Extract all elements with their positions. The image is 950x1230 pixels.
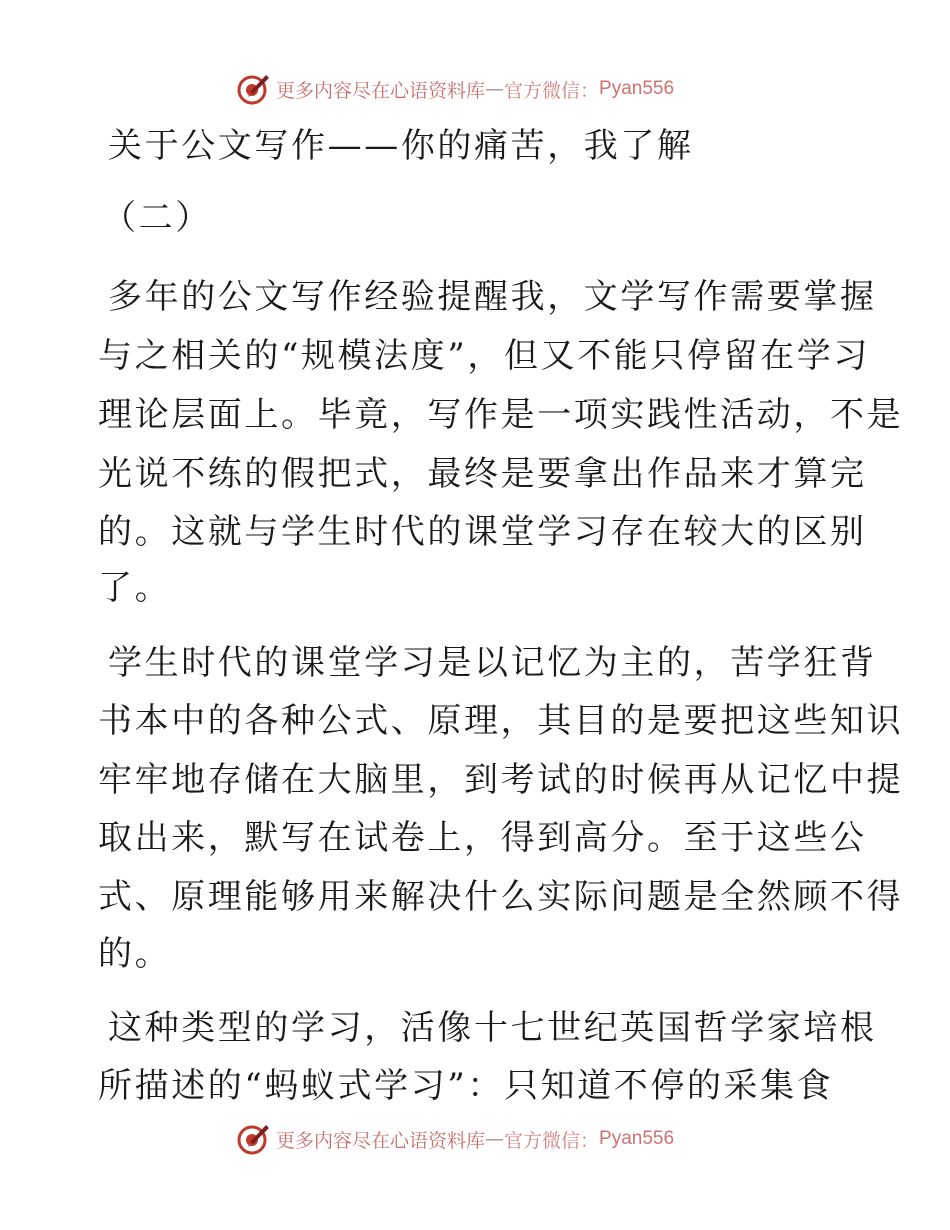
paragraph-2-line-6: 的。 bbox=[98, 934, 172, 974]
paragraph-1-line-3: 理论层面上。毕竟，写作是一项实践性活动，不是 bbox=[98, 395, 904, 435]
watermark-library-text: 更多内容尽在心语资料库 bbox=[276, 79, 486, 102]
paragraph-1-line-6: 了。 bbox=[98, 568, 172, 608]
watermark-dash: — bbox=[485, 1128, 505, 1150]
paragraph-1-line-1: 多年的公文写作经验提醒我，文学写作需要掌握 bbox=[108, 277, 877, 317]
watermark-library-text: 更多内容尽在心语资料库 bbox=[276, 1129, 486, 1152]
paragraph-2-line-2: 书本中的各种公式、原理，其目的是要把这些知识 bbox=[98, 701, 904, 741]
paragraph-3-line-1: 这种类型的学习，活像十七世纪英国哲学家培根 bbox=[108, 1008, 877, 1048]
header-watermark bbox=[236, 72, 716, 106]
watermark-wechat-label: 官方微信： bbox=[504, 1129, 600, 1152]
paragraph-2-line-3: 牢牢地存储在大脑里，到考试的时候再从记忆中提 bbox=[98, 760, 904, 800]
paragraph-2-line-1: 学生时代的课堂学习是以记忆为主的，苦学狂背 bbox=[108, 643, 877, 683]
watermark-wechat-label: 官方微信： bbox=[504, 79, 600, 102]
paragraph-1-line-5: 的。这就与学生时代的课堂学习存在较大的区别 bbox=[98, 512, 867, 552]
document-part-number: （二） bbox=[102, 198, 212, 238]
document-title: 关于公文写作——你的痛苦，我了解 bbox=[108, 126, 694, 166]
paragraph-1-line-4: 光说不练的假把式，最终是要拿出作品来才算完 bbox=[98, 454, 867, 494]
watermark-wechat-id: Pyan556 bbox=[599, 1128, 675, 1149]
paragraph-3-line-2: 所描述的“蚂蚁式学习”：只知道不停的采集食 bbox=[98, 1066, 834, 1106]
watermark-dash: — bbox=[485, 78, 505, 100]
paragraph-2-line-5: 式、原理能够用来解决什么实际问题是全然顾不得 bbox=[98, 877, 904, 917]
footer-watermark bbox=[236, 1122, 716, 1156]
pen-logo-icon bbox=[236, 1122, 270, 1156]
pen-logo-icon bbox=[236, 72, 270, 106]
watermark-wechat-id: Pyan556 bbox=[599, 78, 675, 99]
paragraph-2-line-4: 取出来，默写在试卷上，得到高分。至于这些公 bbox=[98, 818, 867, 858]
paragraph-1-line-2: 与之相关的“规模法度”，但又不能只停留在学习 bbox=[98, 336, 870, 376]
